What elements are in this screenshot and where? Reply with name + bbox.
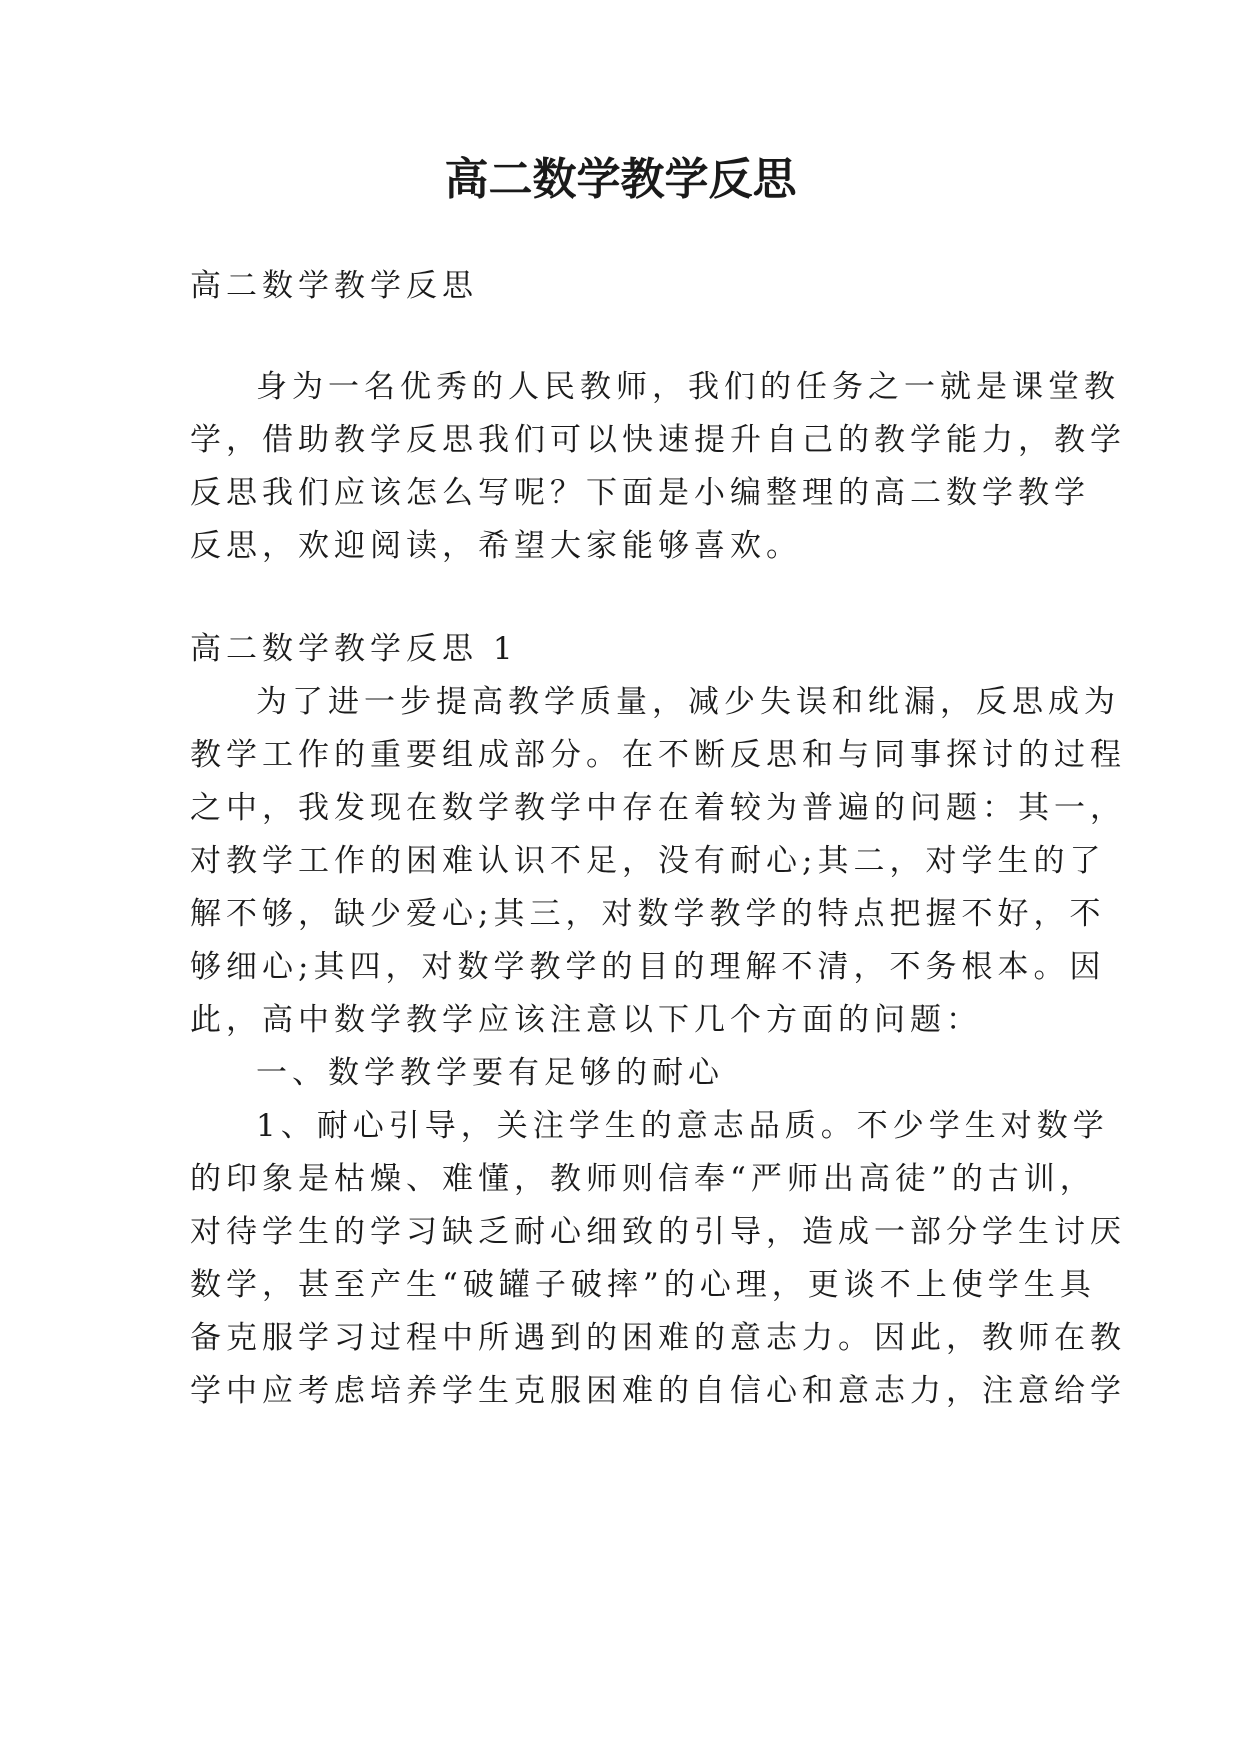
- paragraph-line: 此，高中数学教学应该注意以下几个方面的问题：: [190, 1002, 982, 1038]
- paragraph-line: 数学，甚至产生“破罐子破摔”的心理，更谈不上使学生具: [190, 1267, 1096, 1303]
- paragraph-line: 够细心;其四，对数学教学的目的理解不清，不务根本。因: [190, 949, 1106, 985]
- section-heading: 高二数学教学反思 1: [190, 631, 518, 667]
- paragraph-line: 解不够，缺少爱心;其三，对数学教学的特点把握不好，不: [190, 896, 1106, 932]
- paragraph-line: 学中应考虑培养学生克服困难的自信心和意志力，注意给学: [190, 1373, 1126, 1409]
- paragraph-line: 为了进一步提高教学质量，减少失误和纰漏，反思成为: [256, 684, 1120, 720]
- document-subtitle: 高二数学教学反思: [190, 268, 478, 304]
- paragraph-line: 的印象是枯燥、难懂，教师则信奉“严师出高徒”的古训，: [190, 1161, 1096, 1197]
- point-heading: 一、数学教学要有足够的耐心: [256, 1055, 724, 1091]
- paragraph-line: 对教学工作的困难认识不足，没有耐心;其二，对学生的了: [190, 843, 1106, 879]
- paragraph-line: 之中，我发现在数学教学中存在着较为普遍的问题：其一，: [190, 790, 1126, 826]
- intro-line: 反思我们应该怎么写呢？下面是小编整理的高二数学教学: [190, 475, 1090, 511]
- paragraph-line: 1、耐心引导，关注学生的意志品质。不少学生对数学: [256, 1108, 1109, 1144]
- paragraph-line: 对待学生的学习缺乏耐心细致的引导，造成一部分学生讨厌: [190, 1214, 1126, 1250]
- paragraph-line: 备克服学习过程中所遇到的困难的意志力。因此，教师在教: [190, 1320, 1126, 1356]
- intro-line: 身为一名优秀的人民教师，我们的任务之一就是课堂教: [256, 369, 1120, 405]
- document-title: 高二数学教学反思: [444, 154, 797, 205]
- intro-line: 学，借助教学反思我们可以快速提升自己的教学能力，教学: [190, 422, 1126, 458]
- intro-line: 反思，欢迎阅读，希望大家能够喜欢。: [190, 528, 802, 564]
- paragraph-line: 教学工作的重要组成部分。在不断反思和与同事探讨的过程: [190, 737, 1126, 773]
